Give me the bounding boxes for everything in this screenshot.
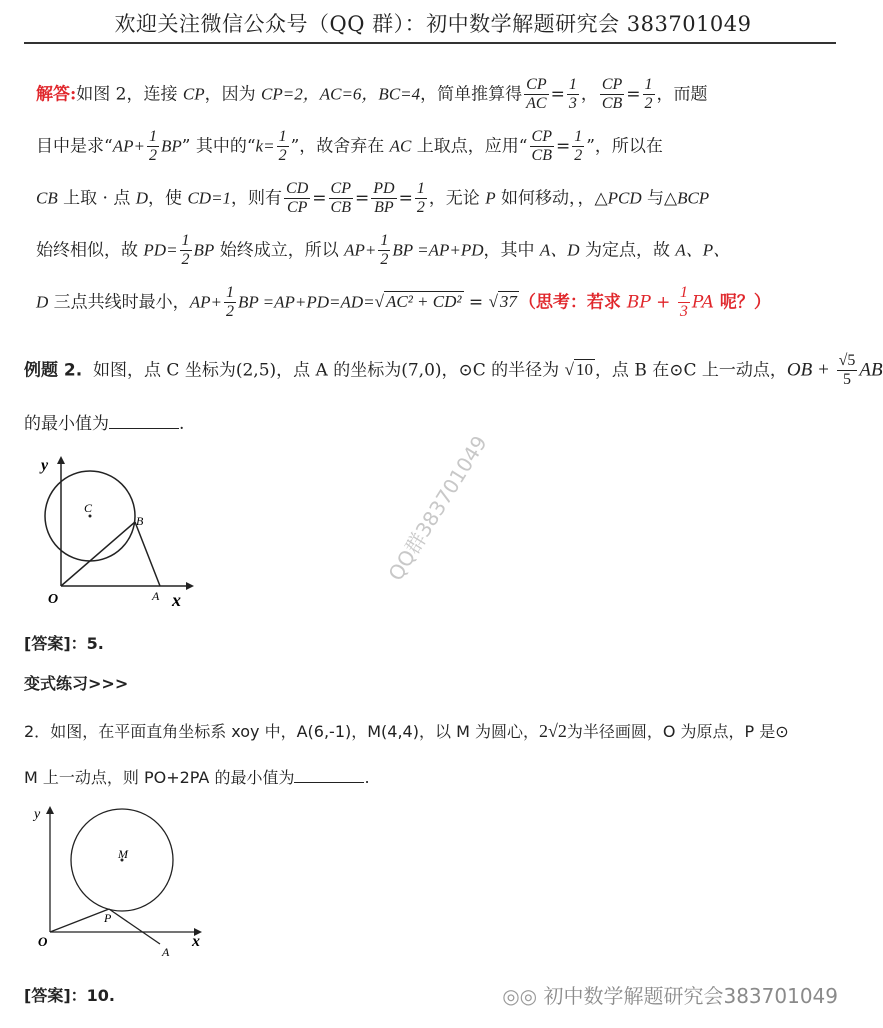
- text: 上取 · 点: [57, 188, 136, 209]
- text: 上取点，应用“: [411, 136, 528, 157]
- math-text: BCP: [677, 188, 710, 208]
- variant-figure: [24, 800, 224, 970]
- label-o: O: [38, 934, 48, 949]
- math-text: D: [135, 188, 149, 208]
- label-x: x: [172, 590, 181, 610]
- text: ，简单推算得: [420, 84, 523, 105]
- solution-line-3: [36, 180, 709, 218]
- text: .: [179, 414, 185, 434]
- text: 为半径画圆，O 为原点，P 是⊙: [566, 722, 789, 741]
- example2-figure: [36, 450, 196, 610]
- variant-line-1: [24, 722, 789, 740]
- text: .: [364, 768, 370, 787]
- text: 如何移动，，△: [495, 188, 608, 209]
- text: 如图 2，连接: [76, 84, 183, 105]
- y-axis-arrow: [57, 456, 65, 464]
- equals: =: [354, 188, 370, 209]
- think-end: 呢？）: [713, 292, 771, 313]
- math-text: PD=: [143, 240, 178, 260]
- math-text: PA: [691, 292, 714, 313]
- math-text: BP =AP+PD=AD=: [237, 292, 375, 312]
- text: 的最小值为: [24, 414, 109, 434]
- label-c: C: [84, 501, 93, 515]
- variant-answer: [24, 988, 115, 1004]
- label-p: P: [104, 911, 112, 925]
- fraction: $\frac{1}{3}$: [568, 76, 577, 113]
- answer-label: [答案]：: [24, 986, 87, 1005]
- solution-line-5: [36, 284, 771, 322]
- fraction: $\frac{1}{3}$: [679, 284, 688, 321]
- math-text: OB +: [786, 359, 835, 381]
- math-text: AB: [859, 359, 883, 381]
- text: ，则有: [231, 188, 283, 209]
- fraction: $\frac{1}{2}$: [416, 180, 425, 217]
- segment-ob: [61, 522, 135, 586]
- fraction: $\frac{1}{2}$: [574, 128, 583, 165]
- text: ，其中: [483, 240, 540, 261]
- fraction: $\frac{1}{2}$: [644, 76, 653, 113]
- text: M 上一动点，则 PO+2PA 的最小值为: [24, 768, 295, 787]
- fraction: $\frac{CP}{AC}$: [526, 76, 547, 113]
- text: 三点共线时最小，: [48, 292, 190, 313]
- example2-line-1: [24, 352, 883, 390]
- wechat-icon: ◎◎: [502, 984, 544, 1008]
- question-number: 2．: [24, 722, 51, 741]
- text: 如图，点 C 坐标为(2,5)，点 A 的坐标为(7,0)，⊙C 的半径为: [93, 360, 565, 381]
- text: ，使: [148, 188, 188, 209]
- text: 始终相似，故: [36, 240, 144, 261]
- fraction: $\frac{PD}{BP}$: [373, 180, 395, 217]
- segment-ab: [135, 522, 160, 586]
- label-y: y: [34, 807, 41, 822]
- fraction: $\frac{CP}{CB}$: [601, 76, 623, 113]
- page-header: 欢迎关注微信公众号（QQ 群）：初中数学解题研究会 383701049: [114, 12, 752, 36]
- text: ，点 B 在⊙C 上一动点，: [594, 360, 787, 381]
- text: 为定点，故: [579, 240, 676, 261]
- answer-blank: [294, 768, 364, 783]
- math-text: CD=1: [187, 188, 232, 208]
- fraction: $\frac{1}{2}$: [278, 128, 287, 165]
- sqrt-10: √ 10: [564, 360, 593, 380]
- answer-label: [答案]：: [24, 634, 87, 653]
- solution-label: 解答:: [36, 84, 77, 105]
- math-text: AP+: [344, 240, 377, 260]
- math-text: D: [36, 292, 49, 312]
- fraction: $\frac{1}{2}$: [380, 232, 389, 269]
- math-text: k=: [255, 136, 275, 156]
- text: 与△: [641, 188, 678, 209]
- header-rule: [24, 42, 836, 44]
- math-text: BP =AP+PD: [392, 240, 484, 260]
- text: ” 其中的“: [181, 136, 256, 157]
- math-text: CP: [182, 84, 205, 104]
- math-text: BP: [193, 240, 215, 260]
- text: ，: [580, 84, 598, 105]
- text: 如图，在平面直角坐标系 xoy 中，A(6,-1)，M(4,4)，以 M 为圆心，: [50, 722, 539, 741]
- footer-brand-text: 初中数学解题研究会383701049: [543, 984, 838, 1008]
- math-text: A、P、: [675, 240, 731, 260]
- example2-line-2: [24, 414, 184, 433]
- fraction: $\frac{√5}{5}$: [838, 352, 856, 389]
- solution-line-1: [36, 76, 708, 114]
- x-axis-arrow: [186, 582, 194, 590]
- think-prompt: （思考：若求: [518, 292, 627, 313]
- text: ，无论: [428, 188, 486, 209]
- example-label: 例题 2.: [24, 360, 83, 381]
- answer-value: 10.: [86, 986, 115, 1005]
- equals: =: [626, 84, 641, 105]
- math-text: AC: [389, 136, 412, 156]
- math-text: BP: [160, 136, 182, 156]
- solution-line-4: [36, 232, 730, 270]
- math-text: AP+: [112, 136, 145, 156]
- text: 始终成立，所以: [214, 240, 345, 261]
- math-text: CP=2，AC=6，BC=4: [261, 84, 421, 104]
- equals: =: [555, 136, 571, 157]
- text: ”，故舍弃在: [290, 136, 390, 157]
- y-axis-arrow: [46, 806, 54, 814]
- answer-blank: [109, 414, 179, 429]
- sqrt-expression: √ AC² + CD²: [374, 292, 462, 312]
- math-text: P: [485, 188, 496, 208]
- solution-line-2: [36, 128, 663, 166]
- fraction: $\frac{1}{2}$: [181, 232, 190, 269]
- label-a: A: [162, 945, 170, 959]
- math-text: A、D: [539, 240, 580, 260]
- equals: =: [463, 292, 489, 313]
- math-text: BP +: [626, 292, 676, 313]
- label-m: M: [118, 847, 128, 861]
- text: 目中是求“: [36, 136, 113, 157]
- math-text: CB: [36, 188, 58, 208]
- fraction: $\frac{CP}{CB}$: [330, 180, 351, 217]
- variant-line-2: [24, 768, 370, 786]
- equals: =: [398, 188, 413, 209]
- label-a: A: [152, 589, 160, 603]
- text: ，因为: [204, 84, 262, 105]
- math-text: PCD: [607, 188, 642, 208]
- text: ，而题: [656, 84, 708, 105]
- equals: =: [312, 188, 327, 209]
- variant-title: 变式练习>>>: [24, 674, 129, 693]
- label-y: y: [41, 457, 49, 474]
- sqrt-37: √ 37: [488, 292, 517, 312]
- equals: =: [550, 84, 565, 105]
- math-text: AP+: [189, 292, 222, 312]
- label-o: O: [48, 592, 59, 607]
- label-b: B: [136, 514, 144, 528]
- segment-po: [50, 909, 109, 932]
- label-x: x: [192, 933, 200, 950]
- answer-value: 5.: [86, 634, 104, 653]
- fraction: $\frac{1}{2}$: [225, 284, 234, 321]
- fraction: $\frac{CD}{CP}$: [286, 180, 309, 217]
- fraction: $\frac{CP}{CB}$: [531, 128, 552, 165]
- diagonal-watermark: QQ群383701049: [383, 431, 492, 585]
- radius-value: 2√2: [538, 721, 567, 741]
- segment-pa: [109, 909, 160, 944]
- text: ”，所以在: [586, 136, 663, 157]
- fraction: $\frac{1}{2}$: [148, 128, 157, 165]
- footer-brand: [502, 980, 838, 1009]
- example2-answer: [24, 636, 104, 652]
